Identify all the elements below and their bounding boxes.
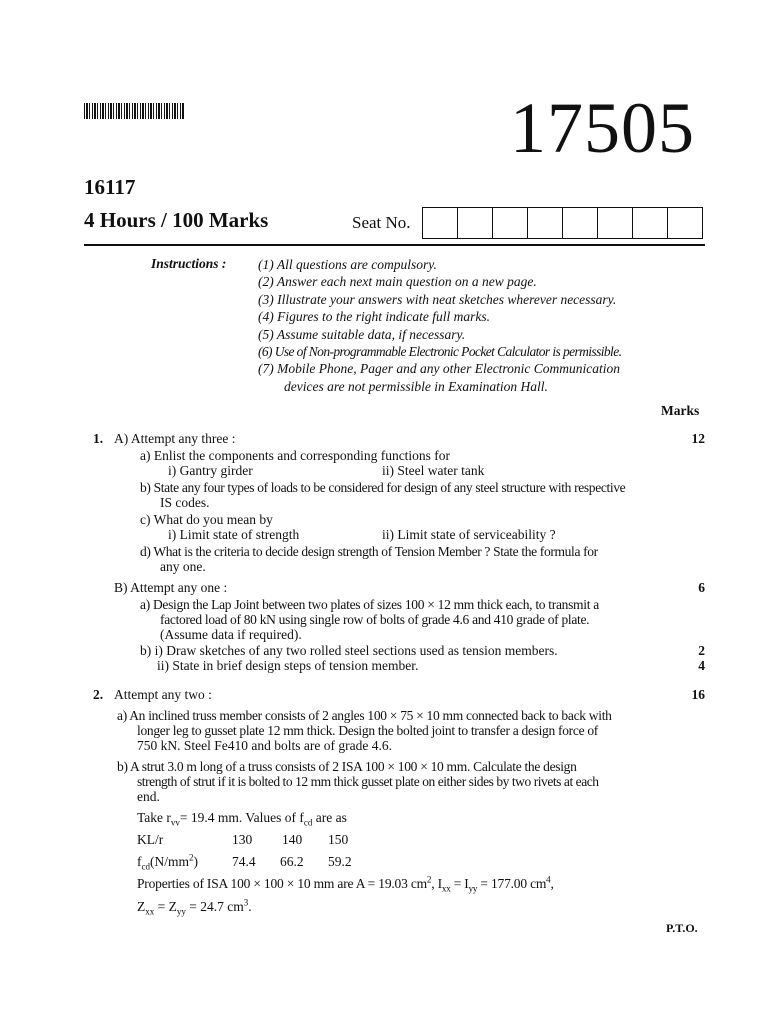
- q2-b-cont2: end.: [137, 789, 160, 804]
- fcd-value: 59.2: [328, 854, 352, 869]
- barcode-icon: [84, 103, 184, 119]
- q1-a-c: c) What do you mean by: [140, 512, 273, 527]
- kl-r-value: 150: [328, 832, 349, 847]
- q1-a-c-ii: ii) Limit state of serviceability ?: [382, 527, 556, 542]
- instruction-item: (4) Figures to the right indicate full marks.: [258, 309, 490, 325]
- q1-b-b-i: b) i) Draw sketches of any two rolled steel sections used as tension members.: [140, 643, 558, 658]
- q1-b-a-cont1: factored load of 80 kN using single row of bolts of grade 4.6 and 410 grade of plate.: [160, 612, 590, 627]
- q1-a-b: b) State any four types of loads to be considered for design of any steel structure with respective: [140, 480, 626, 495]
- q2-a-cont1: longer leg to gusset plate 12 mm thick. Design the bolted joint to transfer a design force of: [137, 723, 598, 738]
- q1-a-a-ii: ii) Steel water tank: [382, 463, 485, 478]
- q1-b-marks: 6: [698, 580, 705, 595]
- q2-a-cont2: 750 kN. Steel Fe410 and bolts are of grade 4.6.: [137, 738, 392, 753]
- fcd-value: 74.4: [232, 854, 256, 869]
- q1-number: 1.: [93, 431, 104, 446]
- seat-box: [598, 208, 633, 238]
- q1-b-b-ii-marks: 4: [698, 658, 705, 673]
- q1-b-a: a) Design the Lap Joint between two plates of sizes 100 × 12 mm thick each, to transmit a: [140, 597, 599, 612]
- q1-a-d: d) What is the criteria to decide design strength of Tension Member ? State the formula for: [140, 544, 598, 559]
- kl-r-value: 140: [282, 832, 303, 847]
- q2-title: Attempt any two :: [114, 687, 212, 702]
- seat-box: [633, 208, 668, 238]
- q2-number: 2.: [93, 687, 104, 702]
- kl-r-value: 130: [232, 832, 253, 847]
- instruction-item: (5) Assume suitable data, if necessary.: [258, 326, 466, 342]
- seat-box: [458, 208, 493, 238]
- seat-box: [528, 208, 563, 238]
- q2-b-cont1: strength of strut if it is bolted to 12 mm thick gusset plate on either sides by two rivets at each: [137, 774, 599, 789]
- q2-marks: 16: [691, 687, 705, 702]
- seat-box: [493, 208, 528, 238]
- q2-take-line: Take $r_{vv}= 19.4$ mm. Values of $f_{cd}$ are as: [137, 810, 347, 828]
- pto-label: P.T.O.: [666, 921, 698, 935]
- seat-box: [668, 208, 702, 238]
- section-modulus: $Z_{xx} = Z_{yy} = 24.7$ $cm^3$.: [137, 897, 252, 917]
- q1-b-a-cont2: (Assume data if required).: [160, 627, 302, 642]
- instruction-item: (3) Illustrate your answers with neat sketches wherever necessary.: [258, 291, 617, 307]
- q1-a-a-i: i) Gantry girder: [168, 463, 253, 478]
- isa-properties: Properties of ISA 100 × 100 × 10 mm are A = 19.03 $cm^2$, $I_{xx} = I_{yy} = 177.00$ $cm^4$,: [137, 874, 554, 894]
- fcd-label: $f_{cd}(N/mm^2)$: [137, 852, 198, 872]
- q1-a-a: a) Enlist the components and corresponding functions for: [140, 448, 451, 463]
- q1-a-title: A) Attempt any three :: [114, 431, 236, 446]
- exam-code: 17505: [510, 88, 695, 168]
- duration-marks: 4 Hours / 100 Marks: [84, 208, 269, 232]
- instruction-item: devices are not permissible in Examination Hall.: [284, 378, 548, 394]
- fcd-row: [137, 854, 352, 870]
- q1-b-b-ii: ii) State in brief design steps of tension member.: [157, 658, 419, 673]
- instruction-item: (7) Mobile Phone, Pager and any other Electronic Communication: [258, 361, 621, 377]
- paper-code: 16117: [84, 175, 136, 199]
- instructions-list: [258, 256, 688, 395]
- seat-box: [563, 208, 598, 238]
- q1-a-d-cont: any one.: [160, 559, 206, 574]
- instructions-label: Instructions :: [151, 256, 227, 271]
- kl-r-label: KL/r: [137, 832, 164, 847]
- instruction-item: (1) All questions are compulsory.: [258, 257, 437, 272]
- instruction-item: (6) Use of Non-programmable Electronic Pocket Calculator is permissible.: [258, 344, 622, 360]
- header-divider: [84, 244, 705, 246]
- seat-label: Seat No.: [352, 213, 411, 232]
- q1-b-b-i-marks: 2: [698, 643, 705, 658]
- kl-r-row: [137, 832, 348, 848]
- instruction-item: (2) Answer each next main question on a new page.: [258, 274, 537, 290]
- marks-heading: Marks: [661, 403, 700, 418]
- q1-a-marks: 12: [691, 431, 705, 446]
- fcd-value: 66.2: [280, 854, 304, 869]
- q1-b-title: B) Attempt any one :: [114, 580, 228, 595]
- seat-number-boxes: [422, 207, 703, 239]
- seat-box: [423, 208, 458, 238]
- q1-a-c-i: i) Limit state of strength: [168, 527, 300, 542]
- q1-a-b-cont: IS codes.: [160, 495, 210, 510]
- q2-b: b) A strut 3.0 m long of a truss consists of 2 ISA 100 × 100 × 10 mm. Calculate the design: [117, 759, 577, 774]
- q2-a: a) An inclined truss member consists of 2 angles 100 × 75 × 10 mm connected back to back with: [117, 708, 612, 723]
